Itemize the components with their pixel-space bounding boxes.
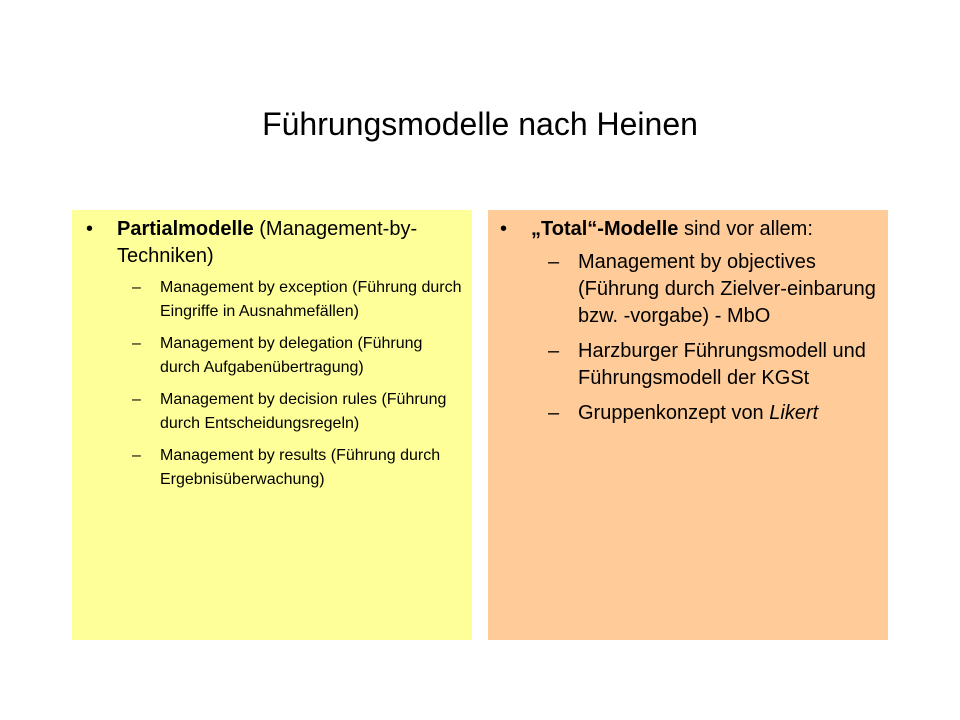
total-models-box bbox=[488, 210, 888, 640]
list-item-italic: Likert bbox=[769, 402, 819, 424]
list-item-text: Management by results (Führung durch Ergebnisüberwachung) bbox=[160, 447, 441, 488]
list-item bbox=[132, 276, 462, 324]
list-item-text: Management by decision rules (Führung durch Entscheidungsregeln) bbox=[160, 391, 447, 432]
dash-icon: – bbox=[548, 251, 560, 273]
dash-icon: – bbox=[132, 447, 141, 464]
total-models-bold: „Total“-Modelle bbox=[531, 218, 679, 240]
list-item-text: Management by objectives (Führung durch Zielver-einbarung bzw. -vorgabe) - MbO bbox=[578, 251, 876, 327]
bullet-icon: • bbox=[86, 218, 94, 240]
partial-models-list bbox=[132, 276, 462, 500]
list-item-text: Harzburger Führungsmodell und Führungsmodell der KGSt bbox=[578, 340, 866, 389]
list-item bbox=[132, 332, 462, 380]
partial-models-heading bbox=[117, 216, 456, 270]
list-item-text: Management by delegation (Führung durch Aufgabenübertragung) bbox=[160, 335, 423, 376]
partial-models-bullet bbox=[86, 216, 456, 270]
partial-models-bold: Partialmodelle bbox=[117, 218, 254, 240]
list-item-text bbox=[578, 402, 818, 424]
total-models-rest: sind vor allem: bbox=[678, 218, 813, 240]
slide-title: Führungsmodelle nach Heinen bbox=[262, 106, 698, 142]
bullet-icon: • bbox=[500, 218, 508, 240]
list-item bbox=[548, 249, 883, 330]
dash-icon: – bbox=[132, 279, 141, 296]
dash-icon: – bbox=[132, 391, 141, 408]
list-item bbox=[132, 388, 462, 436]
list-item bbox=[548, 400, 883, 427]
list-item bbox=[548, 338, 883, 392]
partial-models-rest: (Management-by-Techniken) bbox=[117, 218, 418, 267]
dash-icon: – bbox=[548, 402, 560, 424]
total-models-list bbox=[548, 249, 883, 435]
list-item bbox=[132, 444, 462, 492]
dash-icon: – bbox=[132, 335, 141, 352]
total-models-heading bbox=[531, 216, 880, 243]
partial-models-box bbox=[72, 210, 472, 640]
total-models-bullet bbox=[500, 216, 880, 243]
list-item-text: Management by exception (Führung durch Eingriffe in Ausnahmefällen) bbox=[160, 279, 462, 320]
dash-icon: – bbox=[548, 340, 560, 362]
list-item-prefix: Gruppenkonzept von bbox=[578, 402, 770, 424]
